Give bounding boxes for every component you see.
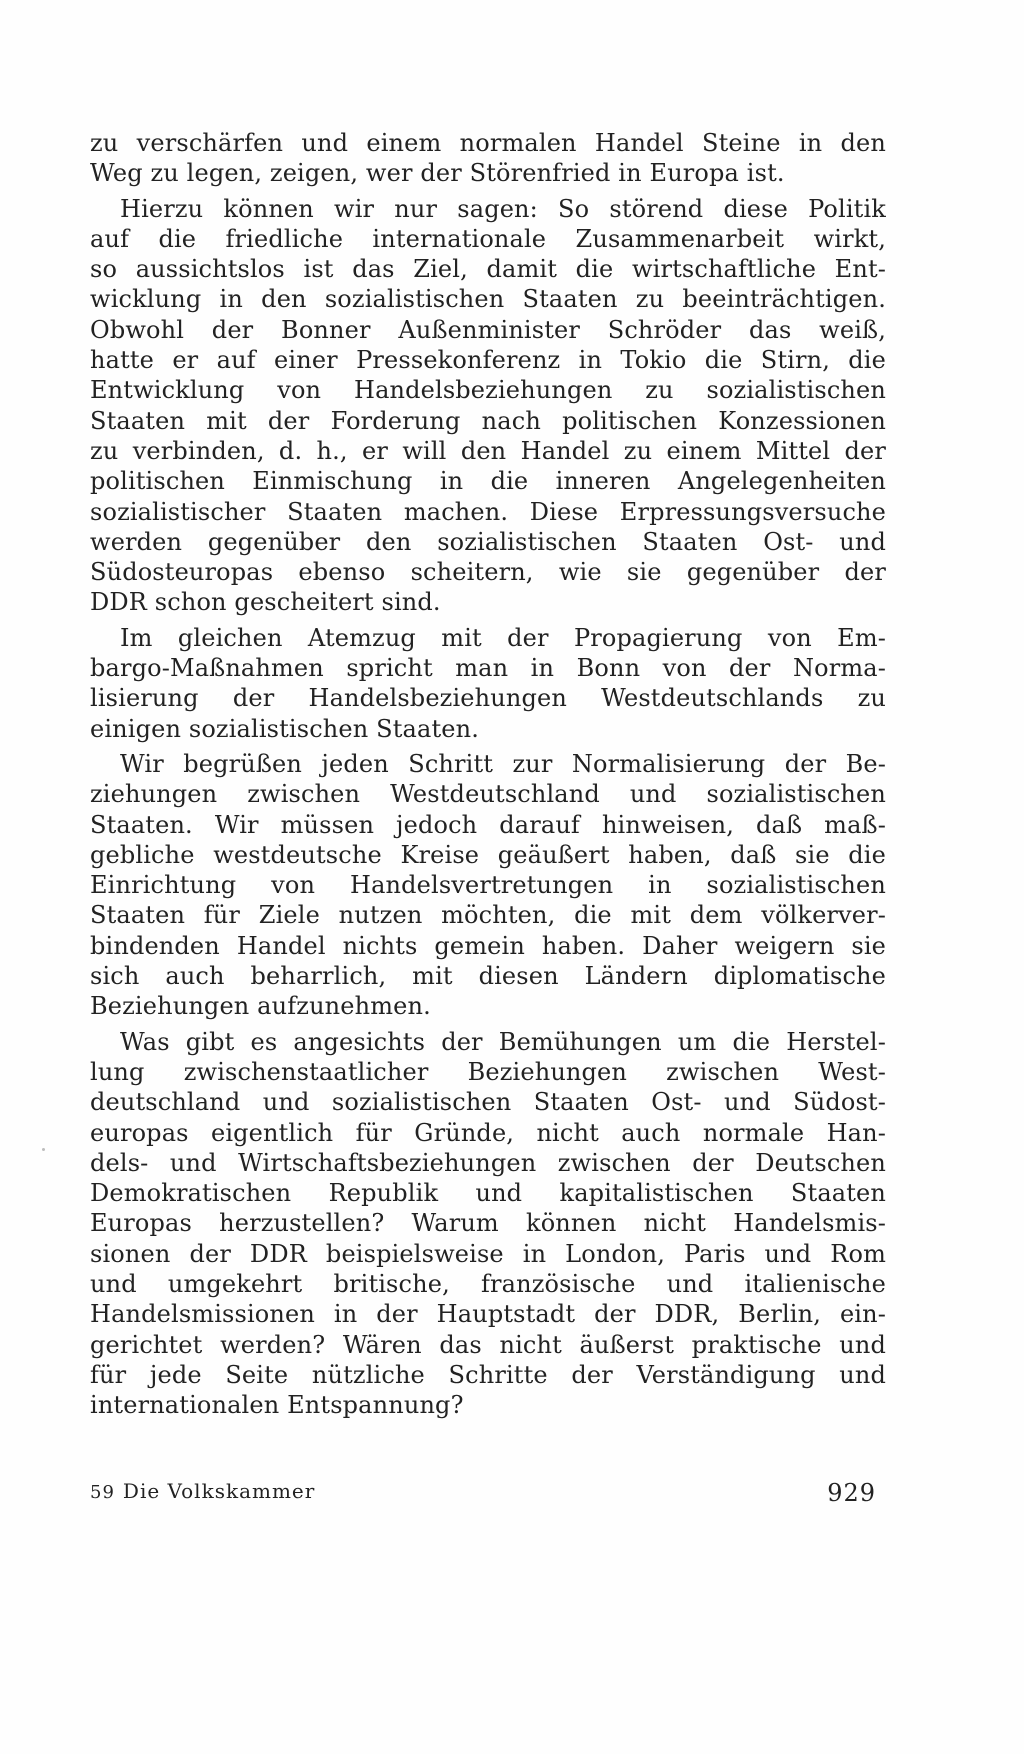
text-line: einigen sozialistischen Staaten. [90, 714, 479, 743]
text-line: zu verbinden, d. h., er will den Handel zu einem Mittel der [90, 436, 886, 465]
text-line: Handelsmissionen in der Hauptstadt der DDR, Berlin, ein- [90, 1300, 886, 1329]
text-line: wicklung in den sozialistischen Staaten zu beeinträchtigen. [90, 285, 886, 314]
text-line: und umgekehrt britische, französische und italienische [90, 1269, 886, 1298]
text-line: lisierung der Handelsbeziehungen Westdeutschlands zu [90, 684, 886, 713]
text-line: Obwohl der Bonner Außenminister Schröder das weiß, [90, 315, 886, 344]
text-line: politischen Einmischung in die inneren Angelegenheiten [90, 467, 886, 496]
text-line: Staaten. Wir müssen jedoch darauf hinweisen, daß maß- [90, 810, 886, 839]
paragraph [90, 1027, 886, 1421]
body-text [90, 128, 886, 1420]
text-line: Staaten für Ziele nutzen möchten, die mit dem völkerver- [90, 901, 886, 930]
margin-mark [42, 1148, 45, 1151]
text-line: bindenden Handel nichts gemein haben. Daher weigern sie [90, 931, 886, 960]
page-footer [90, 1479, 886, 1509]
text-line: gerichtet werden? Wären das nicht äußerst praktische und [90, 1330, 886, 1359]
text-line: lung zwischenstaatlicher Beziehungen zwischen West- [90, 1057, 886, 1086]
text-line: auf die friedliche internationale Zusammenarbeit wirkt, [90, 224, 886, 253]
text-line: zu verschärfen und einem normalen Handel Steine in den [90, 129, 886, 157]
text-line: Demokratischen Republik und kapitalistischen Staaten [90, 1179, 886, 1208]
text-line: Südosteuropas ebenso scheitern, wie sie gegenüber der [90, 558, 886, 587]
text-line: Beziehungen aufzunehmen. [90, 992, 431, 1021]
paragraph [90, 128, 886, 189]
paragraph [90, 623, 886, 744]
text-line: für jede Seite nützliche Schritte der Verständigung und [90, 1360, 886, 1389]
text-line: sich auch beharrlich, mit diesen Ländern diplomatische [90, 962, 886, 991]
text-line: Hierzu können wir nur sagen: So störend diese Politik [120, 194, 886, 223]
text-line: hatte er auf einer Pressekonferenz in Tokio die Stirn, die [90, 346, 886, 375]
text-line: bargo-Maßnahmen spricht man in Bonn von der Norma- [90, 654, 886, 683]
paragraph [90, 749, 886, 1022]
text-line: Was gibt es angesichts der Bemühungen um die Herstel- [120, 1027, 886, 1056]
text-line: deutschland und sozialistischen Staaten Ost- und Südost- [90, 1088, 886, 1117]
text-line: gebliche westdeutsche Kreise geäußert haben, daß sie die [90, 840, 886, 869]
text-line: internationalen Entspannung? [90, 1391, 464, 1420]
text-line: werden gegenüber den sozialistischen Staaten Ost- und [90, 527, 886, 556]
page-number: 929 [827, 1479, 876, 1507]
signature-text: Die Volkskammer [122, 1479, 316, 1503]
text-line: dels- und Wirtschaftsbeziehungen zwischen der Deutschen [90, 1148, 886, 1177]
text-line: europas eigentlich für Gründe, nicht auch normale Han- [90, 1118, 886, 1147]
text-line: Entwicklung von Handelsbeziehungen zu sozialistischen [90, 376, 886, 405]
text-line: sozialistischer Staaten machen. Diese Erpressungsversuche [90, 497, 886, 526]
text-line: Einrichtung von Handelsvertretungen in sozialistischen [90, 871, 886, 900]
printer-signature [90, 1479, 315, 1503]
text-line: ziehungen zwischen Westdeutschland und sozialistischen [90, 780, 886, 809]
text-line: Weg zu legen, zeigen, wer der Störenfried in Europa ist. [90, 159, 785, 188]
text-line: so aussichtslos ist das Ziel, damit die wirtschaftliche Ent- [90, 255, 886, 284]
text-line: Europas herzustellen? Warum können nicht Handelsmis- [90, 1209, 886, 1238]
text-line: DDR schon gescheitert sind. [90, 588, 441, 617]
text-line: sionen der DDR beispielsweise in London, Paris und Rom [90, 1239, 886, 1268]
text-line: Staaten mit der Forderung nach politischen Konzessionen [90, 406, 886, 435]
signature-number: 59 [90, 1482, 115, 1503]
paragraph [90, 194, 886, 618]
text-line: Wir begrüßen jeden Schritt zur Normalisierung der Be- [120, 749, 886, 778]
text-line: Im gleichen Atemzug mit der Propagierung von Em- [120, 623, 886, 652]
